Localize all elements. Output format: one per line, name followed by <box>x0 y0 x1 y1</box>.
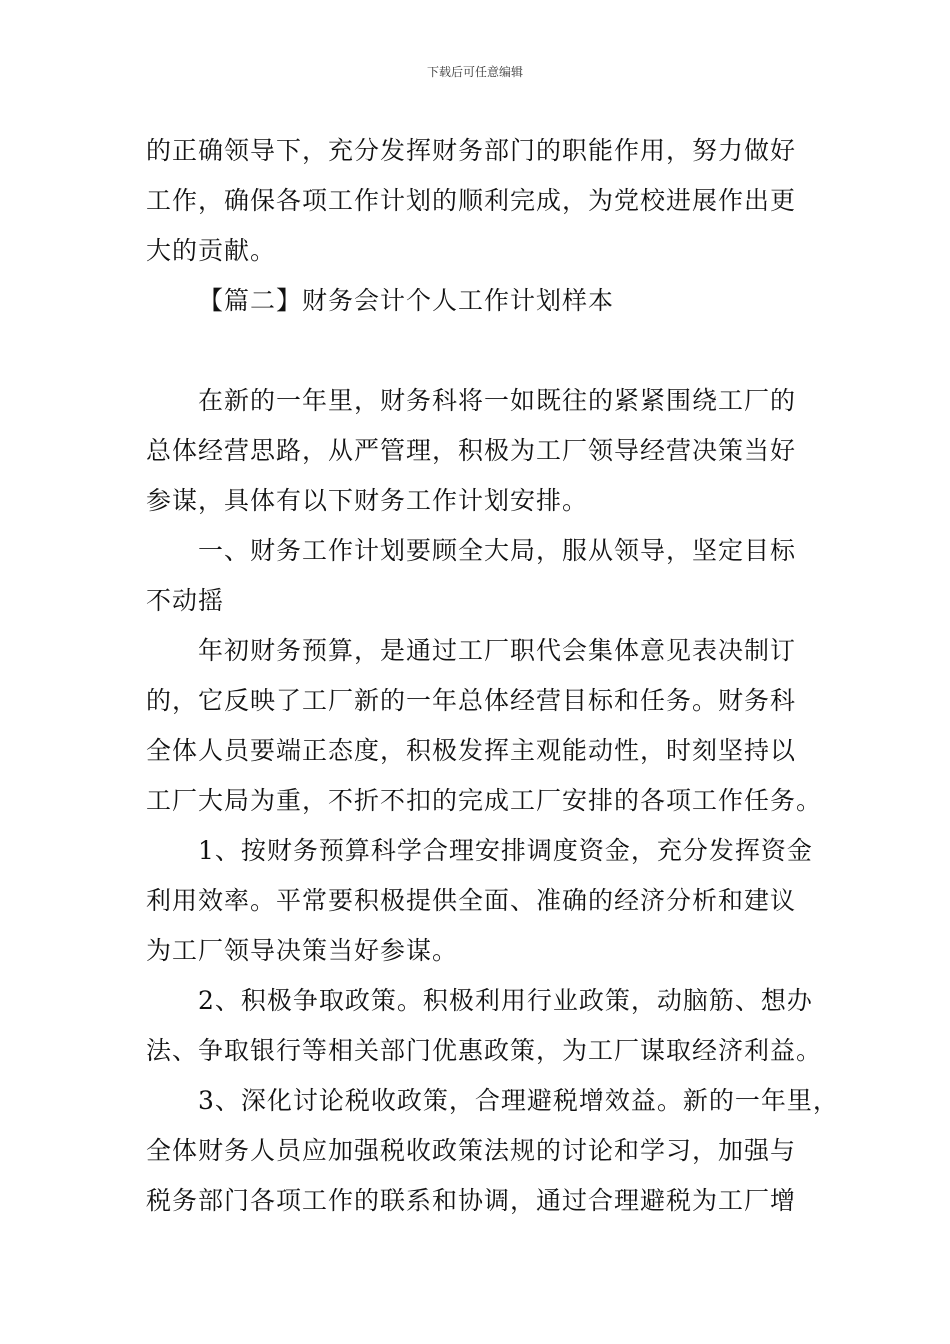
document-body <box>146 126 839 1226</box>
list-item-line: 为工厂领导决策当好参谋。 <box>146 936 459 965</box>
blank-spacer <box>146 326 811 376</box>
list-item-line: 利用效率。平常要积极提供全面、准确的经济分析和建议 <box>146 886 797 915</box>
header-note: 下载后可任意编辑 <box>426 65 523 79</box>
paragraph-line: 总体经营思路，从严管理，积极为工厂领导经营决策当好 <box>146 436 797 465</box>
paragraph-line: 的正确领导下，充分发挥财务部门的职能作用，努力做好 <box>146 136 797 165</box>
list-item-line: 全体财务人员应加强税收政策法规的讨论和学习，加强与 <box>146 1136 797 1165</box>
paragraph-line: 工厂大局为重，不折不扣的完成工厂安排的各项工作任务。 <box>146 786 823 815</box>
paragraph-line: 全体人员要端正态度，积极发挥主观能动性，时刻坚持以 <box>146 736 797 765</box>
section-heading: 【篇二】财务会计个人工作计划样本 <box>198 286 615 315</box>
list-item-line: 法、争取银行等相关部门优惠政策，为工厂谋取经济利益。 <box>146 1036 823 1065</box>
list-item-line: 2、积极争取政策。积极利用行业政策，动脑筋、想办 <box>198 986 813 1015</box>
paragraph-line: 参谋，具体有以下财务工作计划安排。 <box>146 486 589 515</box>
list-item-line: 1、按财务预算科学合理安排调度资金，充分发挥资金 <box>198 836 813 865</box>
paragraph-line: 大的贡献。 <box>146 236 277 265</box>
list-item-line: 3、深化讨论税收政策，合理避税增效益。新的一年里， <box>198 1086 839 1115</box>
paragraph-line: 工作，确保各项工作计划的顺利完成，为党校进展作出更 <box>146 186 797 215</box>
paragraph-line: 在新的一年里，财务科将一如既往的紧紧围绕工厂的 <box>198 386 797 415</box>
paragraph-line: 年初财务预算，是通过工厂职代会集体意见表决制订 <box>198 636 797 665</box>
subheading-line: 一、财务工作计划要顾全大局，服从领导，坚定目标 <box>198 536 797 565</box>
paragraph-line: 的，它反映了工厂新的一年总体经营目标和任务。财务科 <box>146 686 797 715</box>
list-item-line: 税务部门各项工作的联系和协调，通过合理避税为工厂增 <box>146 1186 797 1215</box>
subheading-line: 不动摇 <box>146 586 225 615</box>
